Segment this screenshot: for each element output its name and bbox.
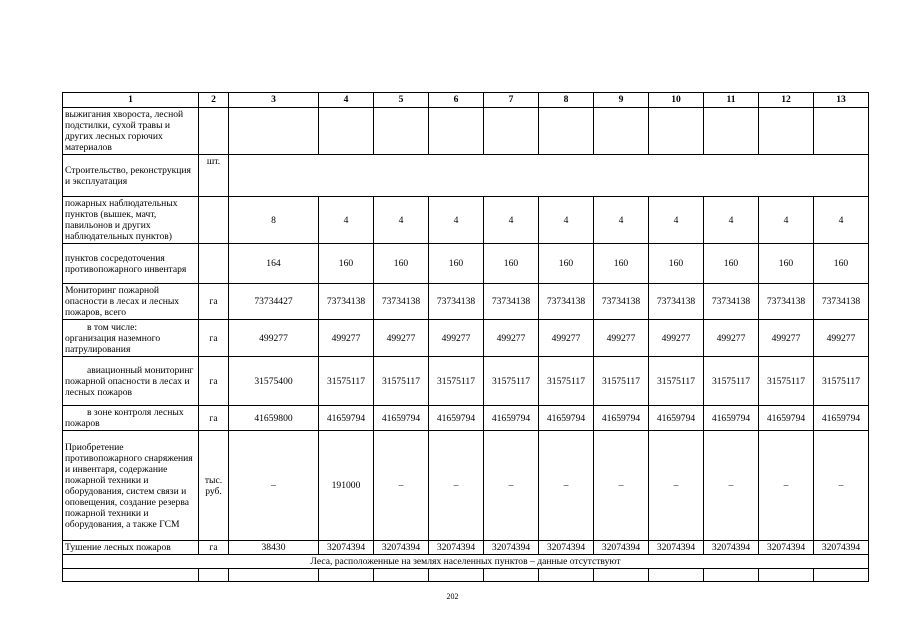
value-cell: 499277 <box>429 320 484 357</box>
value-cell: 160 <box>539 244 594 284</box>
value-cell <box>814 108 869 155</box>
value-cell: 191000 <box>319 431 374 541</box>
row-unit <box>199 108 229 155</box>
blank-cell <box>649 569 704 582</box>
value-cell: 31575400 <box>229 357 319 406</box>
value-cell: 160 <box>594 244 649 284</box>
col-header-4: 4 <box>319 93 374 108</box>
value-cell: 31575117 <box>649 357 704 406</box>
merged-empty-cell <box>229 155 869 197</box>
value-cell <box>484 108 539 155</box>
row-label-text: Приобретение противопожарного снаряжения и инвентаря, содержание пожарной техники и оборудования, систем связи и оповещения, создание резерва пожарной техники и оборудования, а также ГСМ <box>65 441 193 530</box>
value-cell: – <box>759 431 814 541</box>
value-cell: 499277 <box>759 320 814 357</box>
value-cell: 499277 <box>374 320 429 357</box>
value-cell: 31575117 <box>429 357 484 406</box>
value-cell: 160 <box>374 244 429 284</box>
value-cell <box>229 108 319 155</box>
value-cell: 4 <box>429 197 484 244</box>
col-header-3: 3 <box>229 93 319 108</box>
value-cell: 32074394 <box>484 541 539 555</box>
value-cell: 73734138 <box>594 284 649 320</box>
value-cell: 32074394 <box>374 541 429 555</box>
value-cell: 73734138 <box>539 284 594 320</box>
row-unit: га <box>199 541 229 555</box>
value-cell: 73734138 <box>649 284 704 320</box>
value-cell: 73734138 <box>704 284 759 320</box>
value-cell: 31575117 <box>319 357 374 406</box>
blank-cell <box>539 569 594 582</box>
value-cell: 499277 <box>814 320 869 357</box>
table-row <box>63 541 869 555</box>
value-cell: 4 <box>814 197 869 244</box>
value-cell <box>649 108 704 155</box>
header-row <box>63 93 869 108</box>
row-unit <box>199 244 229 284</box>
value-cell: 499277 <box>704 320 759 357</box>
value-cell: 41659794 <box>704 406 759 431</box>
row-label <box>63 244 199 284</box>
col-header-2: 2 <box>199 93 229 108</box>
table-row <box>63 320 869 357</box>
row-unit: га <box>199 284 229 320</box>
value-cell: – <box>814 431 869 541</box>
blank-cell <box>759 569 814 582</box>
value-cell: – <box>539 431 594 541</box>
row-label-text: выжигания хвороста, лесной подстилки, сухой травы и других лесных горючих материалов <box>65 109 184 154</box>
value-cell: 31575117 <box>484 357 539 406</box>
row-label <box>63 108 199 155</box>
col-header-8: 8 <box>539 93 594 108</box>
value-cell: 32074394 <box>704 541 759 555</box>
value-cell: 160 <box>429 244 484 284</box>
value-cell: – <box>374 431 429 541</box>
value-cell: 8 <box>229 197 319 244</box>
row-label <box>63 197 199 244</box>
row-label-text: в зоне контроля лесных пожаров <box>65 407 184 430</box>
value-cell: 499277 <box>229 320 319 357</box>
col-header-9: 9 <box>594 93 649 108</box>
value-cell: 73734138 <box>319 284 374 320</box>
value-cell: 4 <box>319 197 374 244</box>
col-header-11: 11 <box>704 93 759 108</box>
table-row <box>63 357 869 406</box>
value-cell: 41659794 <box>814 406 869 431</box>
row-label <box>63 320 199 357</box>
value-cell: 41659794 <box>484 406 539 431</box>
value-cell <box>374 108 429 155</box>
value-cell: 160 <box>649 244 704 284</box>
table-row <box>63 197 869 244</box>
blank-cell <box>374 569 429 582</box>
table-row <box>63 431 869 541</box>
value-cell: 32074394 <box>319 541 374 555</box>
value-cell: 73734138 <box>759 284 814 320</box>
note-text: Леса, расположенные на землях населенных пунктов – данные отсутствуют <box>63 555 869 569</box>
table-body <box>63 108 869 582</box>
value-cell: 499277 <box>649 320 704 357</box>
value-cell: – <box>594 431 649 541</box>
value-cell: 73734427 <box>229 284 319 320</box>
value-cell: 160 <box>759 244 814 284</box>
value-cell: 73734138 <box>814 284 869 320</box>
value-cell: 4 <box>374 197 429 244</box>
row-label-text: Мониторинг пожарной опасности в лесах и лесных пожаров, всего <box>65 285 180 319</box>
col-header-6: 6 <box>429 93 484 108</box>
value-cell: 4 <box>484 197 539 244</box>
value-cell: 4 <box>759 197 814 244</box>
value-cell: 31575117 <box>594 357 649 406</box>
row-label-text: Строительство, реконструкция и эксплуатация <box>65 164 191 187</box>
row-label-text: пунктов сосредоточения противопожарного инвентаря <box>65 252 187 275</box>
value-cell: 160 <box>319 244 374 284</box>
document-page <box>62 92 870 582</box>
value-cell: 41659794 <box>374 406 429 431</box>
page-number: 202 <box>446 592 459 601</box>
value-cell: 160 <box>704 244 759 284</box>
value-cell: 160 <box>814 244 869 284</box>
blank-cell <box>704 569 759 582</box>
blank-cell <box>594 569 649 582</box>
value-cell: 32074394 <box>594 541 649 555</box>
row-unit: га <box>199 406 229 431</box>
value-cell: 41659800 <box>229 406 319 431</box>
blank-cell <box>199 569 229 582</box>
value-cell: – <box>704 431 759 541</box>
row-label-intro: в том числе: <box>87 321 138 333</box>
value-cell <box>429 108 484 155</box>
col-header-7: 7 <box>484 93 539 108</box>
note-row <box>63 555 869 569</box>
blank-cell <box>484 569 539 582</box>
value-cell: 31575117 <box>704 357 759 406</box>
value-cell <box>759 108 814 155</box>
row-unit: шт. <box>199 155 229 197</box>
row-unit <box>199 197 229 244</box>
value-cell: 73734138 <box>484 284 539 320</box>
table-row <box>63 244 869 284</box>
value-cell: 32074394 <box>649 541 704 555</box>
value-cell: 4 <box>704 197 759 244</box>
value-cell: 32074394 <box>429 541 484 555</box>
table-row <box>63 284 869 320</box>
value-cell: 41659794 <box>759 406 814 431</box>
blank-cell <box>229 569 319 582</box>
value-cell: 4 <box>539 197 594 244</box>
table-row <box>63 155 869 197</box>
value-cell <box>704 108 759 155</box>
value-cell: 160 <box>484 244 539 284</box>
value-cell: 164 <box>229 244 319 284</box>
value-cell: 41659794 <box>539 406 594 431</box>
row-label-text: организация наземного патрулирования <box>65 332 161 355</box>
row-label-text: Тушение лесных пожаров <box>65 542 171 554</box>
row-label-text: авиационный мониторинг пожарной опасности в лесах и лесных пожаров <box>65 364 194 398</box>
value-cell <box>319 108 374 155</box>
value-cell <box>594 108 649 155</box>
table-row <box>63 108 869 155</box>
value-cell: – <box>484 431 539 541</box>
row-label <box>63 357 199 406</box>
table-row <box>63 406 869 431</box>
value-cell: 31575117 <box>374 357 429 406</box>
row-label <box>63 406 199 431</box>
value-cell: 499277 <box>539 320 594 357</box>
value-cell: 4 <box>649 197 704 244</box>
col-header-5: 5 <box>374 93 429 108</box>
value-cell: 499277 <box>319 320 374 357</box>
blank-cell <box>319 569 374 582</box>
row-label <box>63 541 199 555</box>
row-unit: га <box>199 320 229 357</box>
value-cell: 41659794 <box>319 406 374 431</box>
row-unit: тыс. руб. <box>199 431 229 541</box>
value-cell: 32074394 <box>759 541 814 555</box>
row-label <box>63 284 199 320</box>
col-header-13: 13 <box>814 93 869 108</box>
row-unit: га <box>199 357 229 406</box>
value-cell: – <box>429 431 484 541</box>
value-cell: 41659794 <box>429 406 484 431</box>
row-label-text: пожарных наблюдательных пунктов (вышек, мачт, павильонов и других наблюдательных пунктов) <box>65 198 178 243</box>
value-cell: – <box>229 431 319 541</box>
forest-fire-table <box>62 92 869 582</box>
col-header-10: 10 <box>649 93 704 108</box>
value-cell: 32074394 <box>539 541 594 555</box>
value-cell: 499277 <box>594 320 649 357</box>
value-cell: 73734138 <box>429 284 484 320</box>
value-cell: 38430 <box>229 541 319 555</box>
value-cell: 31575117 <box>539 357 594 406</box>
value-cell <box>539 108 594 155</box>
blank-row <box>63 569 869 582</box>
value-cell: – <box>649 431 704 541</box>
blank-cell <box>429 569 484 582</box>
row-label <box>63 155 199 197</box>
value-cell: 4 <box>594 197 649 244</box>
value-cell: 31575117 <box>759 357 814 406</box>
value-cell: 41659794 <box>594 406 649 431</box>
row-label <box>63 431 199 541</box>
blank-cell <box>63 569 199 582</box>
value-cell: 32074394 <box>814 541 869 555</box>
blank-cell <box>814 569 869 582</box>
value-cell: 73734138 <box>374 284 429 320</box>
col-header-1: 1 <box>63 93 199 108</box>
value-cell: 41659794 <box>649 406 704 431</box>
value-cell: 31575117 <box>814 357 869 406</box>
value-cell: 499277 <box>484 320 539 357</box>
col-header-12: 12 <box>759 93 814 108</box>
